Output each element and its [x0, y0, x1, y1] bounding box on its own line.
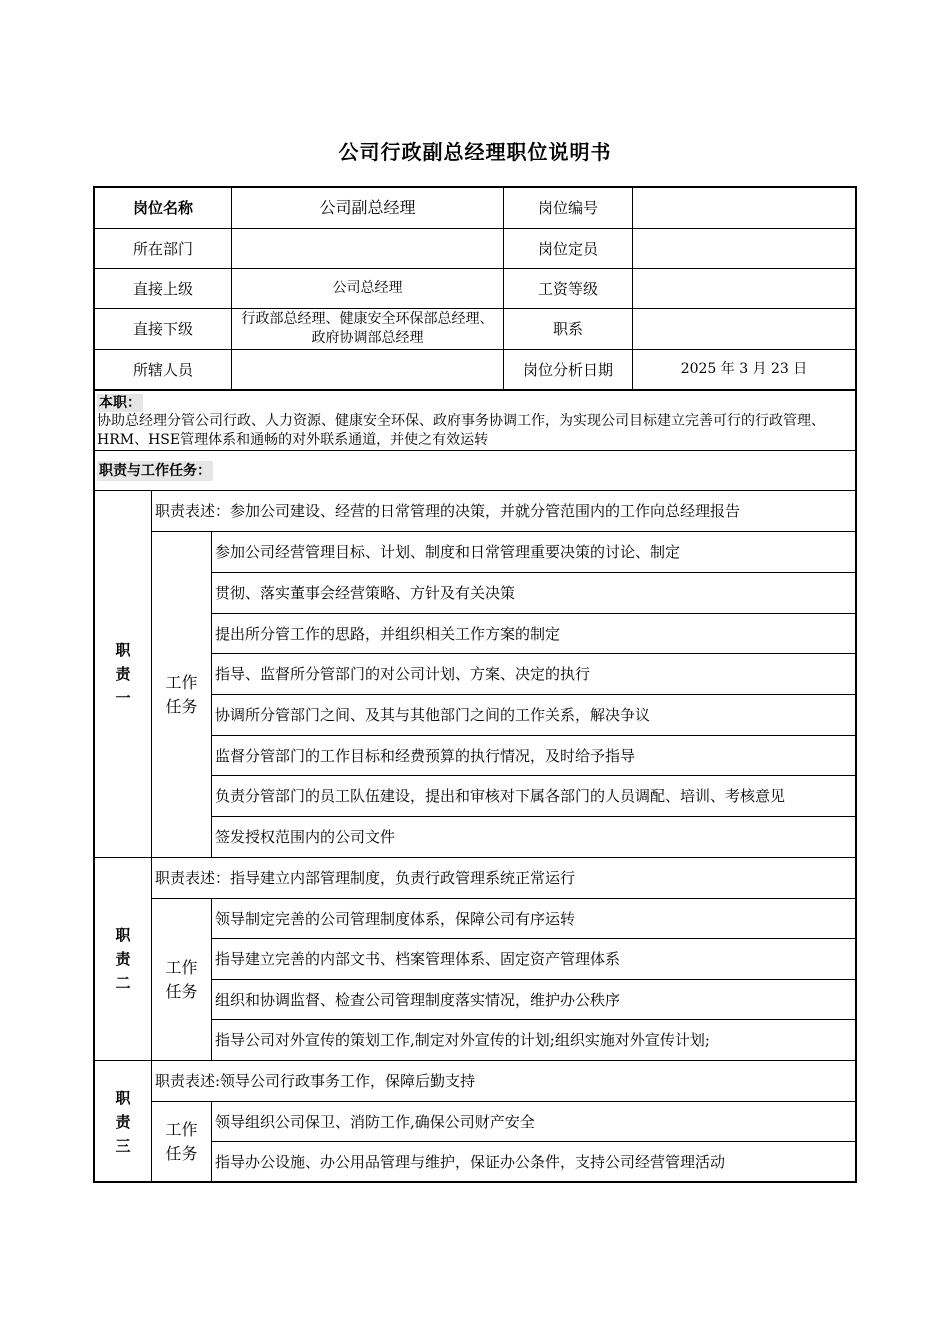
- label-department: 所在部门: [132, 239, 193, 258]
- duty-2-task-label: 工作 任务: [165, 957, 198, 1001]
- label-headcount: 岗位定员: [537, 239, 598, 258]
- duty-2-task: 组织和协调监督、检查公司管理制度落实情况，维护办公秩序: [215, 991, 621, 1009]
- label-staff: 所辖人员: [132, 360, 193, 379]
- label-direct-superior: 直接上级: [132, 279, 193, 298]
- value-position-code: [633, 188, 855, 228]
- duty-3-name: 职 责 三: [115, 1088, 131, 1155]
- duty-1-name: 职 责 一: [115, 641, 131, 707]
- duty-1-task: 参加公司经营管理目标、计划、制度和日常管理重要决策的讨论、制定: [215, 543, 681, 561]
- label-position-code: 岗位编号: [537, 199, 598, 217]
- label-salary-grade: 工资等级: [537, 279, 598, 298]
- duty-1-statement: 职责表述：参加公司建设、经营的日常管理的决策，并就分管范围内的工作向总经理报告: [155, 502, 741, 520]
- label-analysis-date: 岗位分析日期: [522, 360, 613, 379]
- duty-1-task-label: 工作 任务: [165, 672, 198, 716]
- value-analysis-date: 2025 年 3 月 23 日: [680, 361, 808, 377]
- duty-1-task: 指导、监督所分管部门的对公司计划、方案、决定的执行: [215, 665, 591, 683]
- duty-3-statement: 职责表述:领导公司行政事务工作，保障后勤支持: [155, 1072, 476, 1090]
- page-title: 公司行政副总经理职位说明书: [338, 140, 612, 164]
- duty-2-task: 指导建立完善的内部文书、档案管理体系、固定资产管理体系: [215, 950, 621, 968]
- duty-2-name: 职 责 二: [115, 926, 131, 992]
- value-job-family: [633, 309, 855, 349]
- label-job-family: 职系: [552, 320, 583, 338]
- value-position-name: 公司副总经理: [319, 198, 416, 217]
- summary-label: 本职：: [99, 395, 141, 411]
- duty-3-task-label: 工作 任务: [165, 1120, 198, 1163]
- duty-3-task: 指导办公设施、办公用品管理与维护，保证办公条件，支持公司经营管理活动: [215, 1153, 726, 1171]
- duty-3-task: 领导组织公司保卫、消防工作,确保公司财产安全: [215, 1113, 535, 1131]
- value-direct-subordinates: 行政部总经理、健康安全环保部总经理、政府协调部总经理: [241, 311, 494, 346]
- duty-1-task: 监督分管部门的工作目标和经费预算的执行情况，及时给予指导: [215, 747, 636, 765]
- duty-2-task: 指导公司对外宣传的策划工作,制定对外宣传的计划;组织实施对外宣传计划;: [215, 1031, 710, 1049]
- duties-header: 职责与工作任务：: [99, 462, 211, 479]
- duty-2-statement: 职责表述：指导建立内部管理制度，负责行政管理系统正常运行: [155, 869, 576, 887]
- duty-1-task: 贯彻、落实董事会经营策略、方针及有关决策: [215, 584, 516, 602]
- summary-text: 协助总经理分管公司行政、人力资源、健康安全环保、政府事务协调工作，为实现公司目标建立完善可行的行政管理、HRM、HSE管理体系和通畅的对外联系通道，并使之有效运转: [97, 413, 825, 448]
- value-staff: [232, 350, 503, 389]
- duty-1-task: 协调所分管部门之间、及其与其他部门之间的工作关系，解决争议: [215, 706, 651, 724]
- label-direct-subordinates: 直接下级: [132, 320, 193, 338]
- duty-1-task: 负责分管部门的员工队伍建设，提出和审核对下属各部门的人员调配、培训、考核意见: [215, 787, 786, 805]
- value-headcount: [633, 229, 855, 268]
- duty-2-task: 领导制定完善的公司管理制度体系，保障公司有序运转: [215, 910, 576, 928]
- label-position-name: 岗位名称: [132, 199, 193, 217]
- value-department: [232, 229, 503, 268]
- value-direct-superior: 公司总经理: [332, 280, 403, 296]
- value-salary-grade: [633, 269, 855, 308]
- duty-1-task: 提出所分管工作的思路，并组织相关工作方案的制定: [215, 625, 561, 643]
- duty-1-task: 签发授权范围内的公司文件: [215, 828, 396, 846]
